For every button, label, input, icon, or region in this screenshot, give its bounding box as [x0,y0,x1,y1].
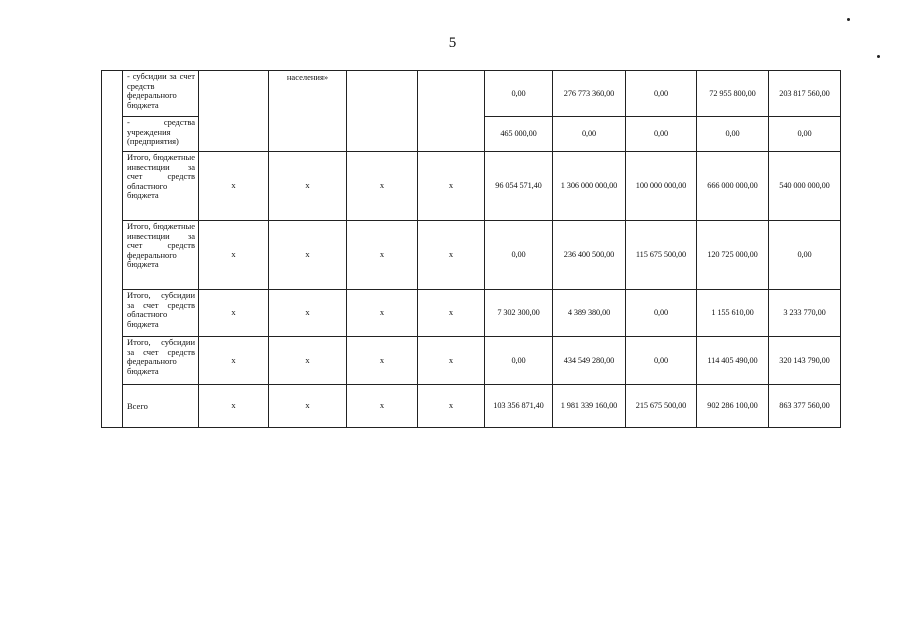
x-mark-cell: х [347,290,418,337]
x-mark-cell: х [269,385,347,428]
table-row-total [102,385,841,428]
value-cell: 0,00 [626,290,697,337]
row-label: Итого, бюджетные инвестиции за счет средств областного бюджета [123,152,199,221]
value-cell: 120 725 000,00 [697,221,769,290]
table-row [102,221,841,290]
table-row [102,290,841,337]
value-cell: 0,00 [553,117,626,152]
value-cell: 0,00 [626,71,697,117]
value-cell: 215 675 500,00 [626,385,697,428]
empty-cell [199,71,269,152]
x-mark-cell: х [418,221,485,290]
value-cell: 0,00 [626,337,697,385]
x-mark-cell: х [418,337,485,385]
population-text-cell: населения» [269,71,347,152]
row-label: Итого, бюджетные инвестиции за счет средств федерального бюджета [123,221,199,290]
value-cell: 1 981 339 160,00 [553,385,626,428]
value-cell: 434 549 280,00 [553,337,626,385]
value-cell: 72 955 800,00 [697,71,769,117]
x-mark-cell: х [347,337,418,385]
value-cell: 0,00 [485,71,553,117]
value-cell: 103 356 871,40 [485,385,553,428]
value-cell: 0,00 [626,117,697,152]
value-cell: 0,00 [769,117,841,152]
value-cell: 236 400 500,00 [553,221,626,290]
value-cell: 3 233 770,00 [769,290,841,337]
empty-cell [347,71,418,152]
x-mark-cell: х [269,290,347,337]
x-mark-cell: х [347,221,418,290]
empty-cell [418,71,485,152]
value-cell: 1 306 000 000,00 [553,152,626,221]
table-row [102,71,841,117]
scan-speck [877,55,880,58]
x-mark-cell: х [347,385,418,428]
x-mark-cell: х [418,152,485,221]
value-cell: 465 000,00 [485,117,553,152]
budget-table [101,70,841,428]
scan-speck [847,18,850,21]
value-cell: 540 000 000,00 [769,152,841,221]
value-cell: 0,00 [697,117,769,152]
value-cell: 115 675 500,00 [626,221,697,290]
value-cell: 863 377 560,00 [769,385,841,428]
x-mark-cell: х [347,152,418,221]
value-cell: 0,00 [485,221,553,290]
page-number: 5 [448,35,457,51]
table-row [102,337,841,385]
table-row [102,152,841,221]
value-cell: 114 405 490,00 [697,337,769,385]
value-cell: 96 054 571,40 [485,152,553,221]
x-mark-cell: х [418,385,485,428]
row-label: Итого, субсидии за счет средств областного бюджета [123,290,199,337]
x-mark-cell: х [199,337,269,385]
x-mark-cell: х [199,385,269,428]
x-mark-cell: х [199,152,269,221]
value-cell: 320 143 790,00 [769,337,841,385]
x-mark-cell: х [269,337,347,385]
row-label: - субсидии за счет средств федерального бюджета [123,71,199,117]
value-cell: 203 817 560,00 [769,71,841,117]
value-cell: 276 773 360,00 [553,71,626,117]
value-cell: 4 389 380,00 [553,290,626,337]
row-label: Всего [123,385,199,428]
value-cell: 1 155 610,00 [697,290,769,337]
value-cell: 666 000 000,00 [697,152,769,221]
x-mark-cell: х [199,221,269,290]
value-cell: 902 286 100,00 [697,385,769,428]
row-label: - средства учреждения (предприятия) [123,117,199,152]
value-cell: 0,00 [769,221,841,290]
value-cell: 0,00 [485,337,553,385]
x-mark-cell: х [418,290,485,337]
value-cell: 7 302 300,00 [485,290,553,337]
x-mark-cell: х [199,290,269,337]
x-mark-cell: х [269,221,347,290]
empty-margin-cell [102,71,123,428]
value-cell: 100 000 000,00 [626,152,697,221]
row-label: Итого, субсидии за счет средств федерального бюджета [123,337,199,385]
x-mark-cell: х [269,152,347,221]
